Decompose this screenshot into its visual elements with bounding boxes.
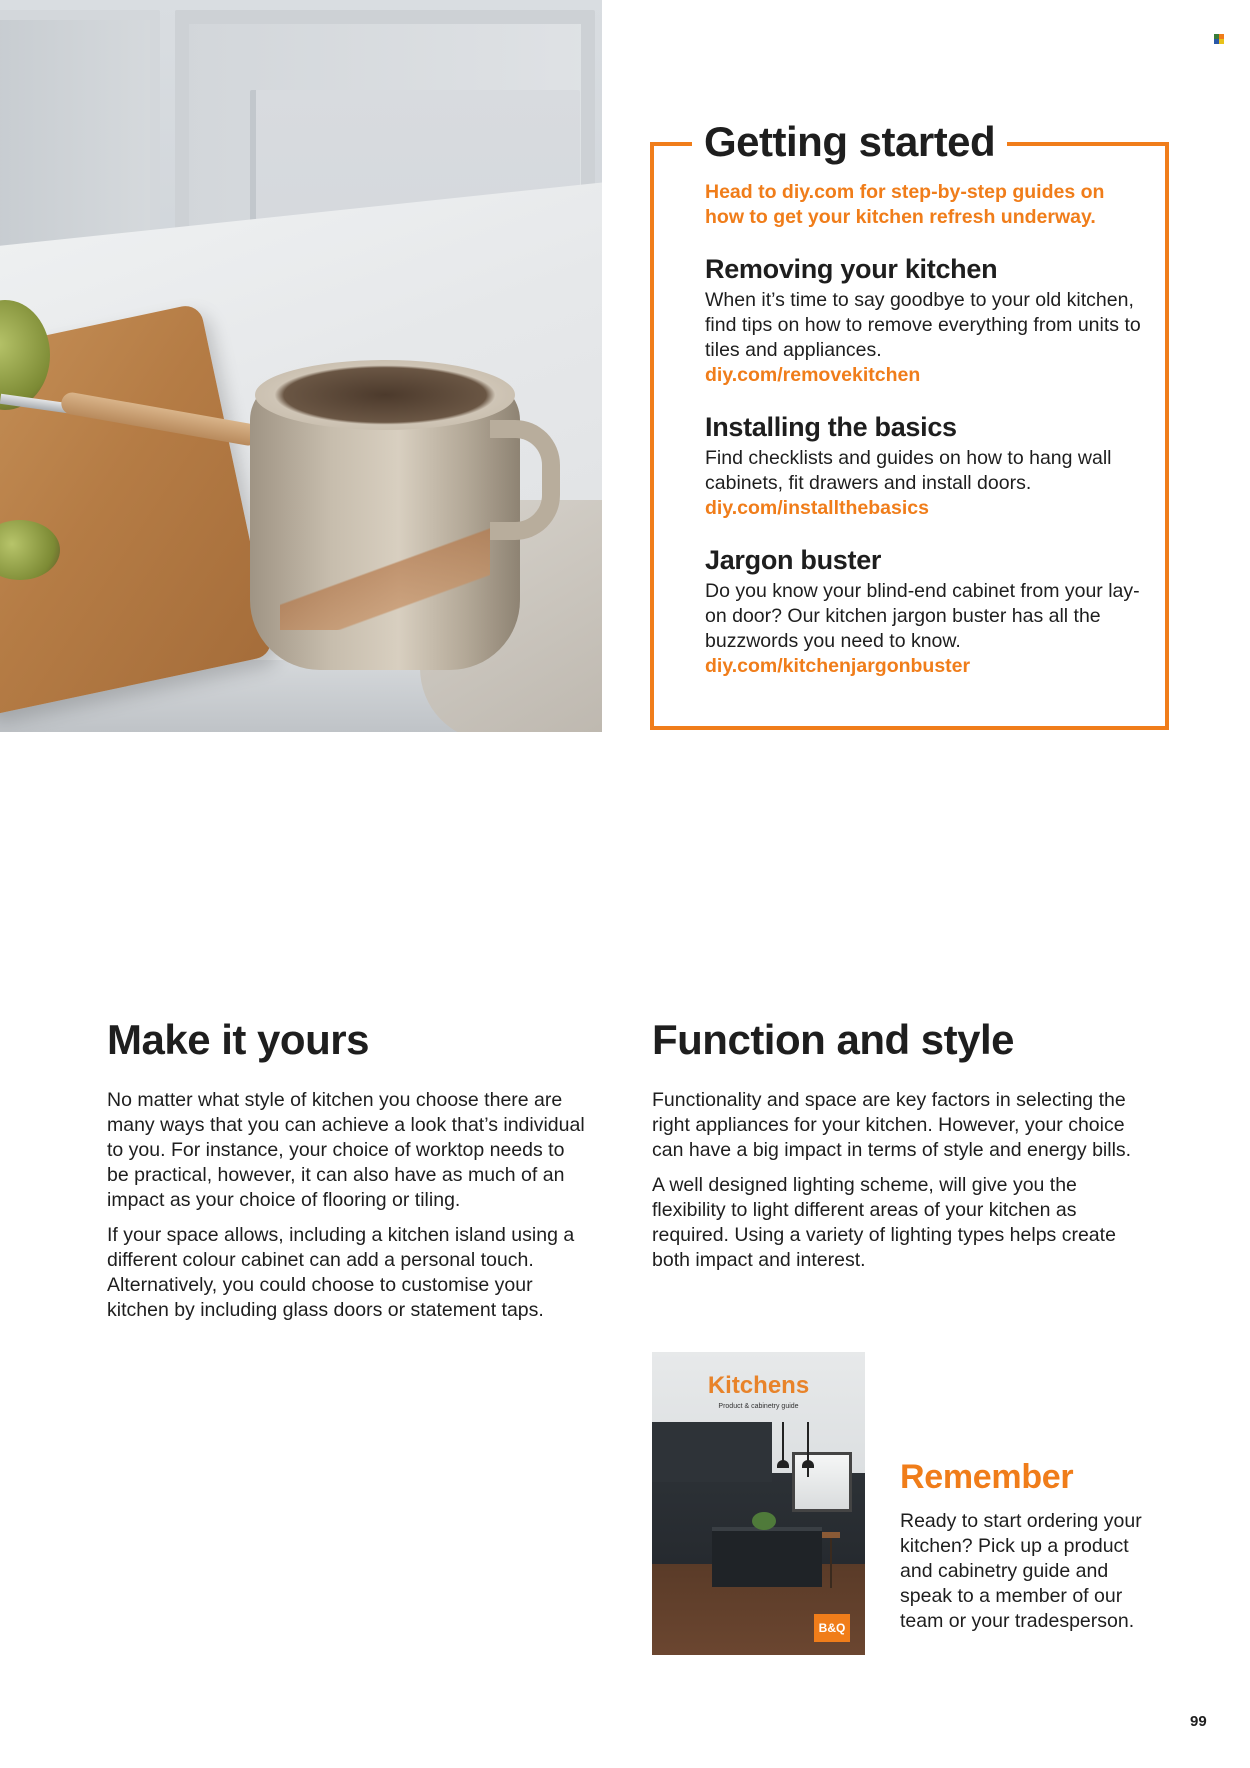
function-and-style-paragraph: Functionality and space are key factors in selecting the right appliances for your kitchen. However, your choice can have a big impact in terms of style and energy bills. bbox=[652, 1089, 1132, 1161]
make-it-yours-column bbox=[107, 1012, 587, 1333]
mug-rim bbox=[255, 360, 515, 430]
cabinet-door bbox=[0, 10, 160, 260]
function-and-style-paragraph: A well designed lighting scheme, will give you the flexibility to light different areas of your kitchen as required. Using a variety of lighting types helps create both impact and interest. bbox=[652, 1174, 1116, 1271]
cover-title: Kitchens bbox=[707, 1372, 810, 1399]
cover-window bbox=[792, 1452, 852, 1512]
section-body: Find checklists and guides on how to hang wall cabinets, fit drawers and install doors. bbox=[705, 447, 1112, 494]
section-jargon-buster bbox=[705, 543, 1145, 679]
pendant-lamp-icon bbox=[782, 1422, 784, 1462]
jargon-buster-link[interactable]: diy.com/kitchenjargonbuster bbox=[705, 655, 971, 677]
section-body: When it’s time to say goodbye to your old kitchen, find tips on how to remove everything from units to tiles and appliances. bbox=[705, 289, 1141, 361]
mug-glaze bbox=[280, 520, 490, 630]
pendant-lamp-icon bbox=[807, 1422, 809, 1477]
remember-title: Remember bbox=[900, 1458, 1074, 1496]
install-basics-link[interactable]: diy.com/installthebasics bbox=[705, 497, 929, 519]
kitchen-mug-photo bbox=[0, 0, 602, 732]
remember-block bbox=[900, 1455, 1160, 1634]
section-installing-basics bbox=[705, 410, 1145, 521]
kitchens-guide-cover bbox=[652, 1352, 865, 1655]
function-and-style-column bbox=[652, 1012, 1132, 1283]
cover-stool bbox=[822, 1532, 840, 1538]
make-it-yours-paragraph: No matter what style of kitchen you choose there are many ways that you can achieve a look that’s individual to you. For instance, your choice of worktop needs to be practical, however, it can also have as much of an impact as your choice of flooring or tiling. bbox=[107, 1089, 585, 1211]
page-number: 99 bbox=[1190, 1713, 1207, 1730]
section-heading: Removing your kitchen bbox=[705, 254, 998, 284]
brand-mark-icon bbox=[1214, 34, 1224, 44]
remember-body: Ready to start ordering your kitchen? Pick up a product and cabinetry guide and speak to a member of our team or your tradesperson. bbox=[900, 1510, 1142, 1632]
getting-started-intro: Head to diy.com for step-by-step guides on how to get your kitchen refresh underway. bbox=[705, 181, 1105, 228]
section-heading: Jargon buster bbox=[705, 545, 882, 575]
getting-started-content bbox=[705, 180, 1145, 701]
section-heading: Installing the basics bbox=[705, 412, 957, 442]
cover-subtitle: Product & cabinetry guide bbox=[718, 1403, 799, 1410]
section-removing-kitchen bbox=[705, 252, 1145, 388]
section-body: Do you know your blind-end cabinet from your lay-on door? Our kitchen jargon buster has all the buzzwords you need to know. bbox=[705, 580, 1140, 652]
getting-started-title: Getting started bbox=[692, 112, 1007, 172]
make-it-yours-title: Make it yours bbox=[107, 1016, 369, 1063]
bq-logo: B&Q bbox=[814, 1614, 850, 1642]
cover-wall-units bbox=[652, 1422, 772, 1482]
remove-kitchen-link[interactable]: diy.com/removekitchen bbox=[705, 364, 921, 386]
cover-island bbox=[712, 1527, 822, 1587]
make-it-yours-paragraph: If your space allows, including a kitchen island using a different colour cabinet can add a personal touch. Alternatively, you could choose to customise your kitchen by including glass doors or statement taps. bbox=[107, 1224, 575, 1321]
cover-plant bbox=[752, 1512, 776, 1530]
function-and-style-title: Function and style bbox=[652, 1016, 1015, 1063]
mug-handle bbox=[490, 420, 560, 540]
